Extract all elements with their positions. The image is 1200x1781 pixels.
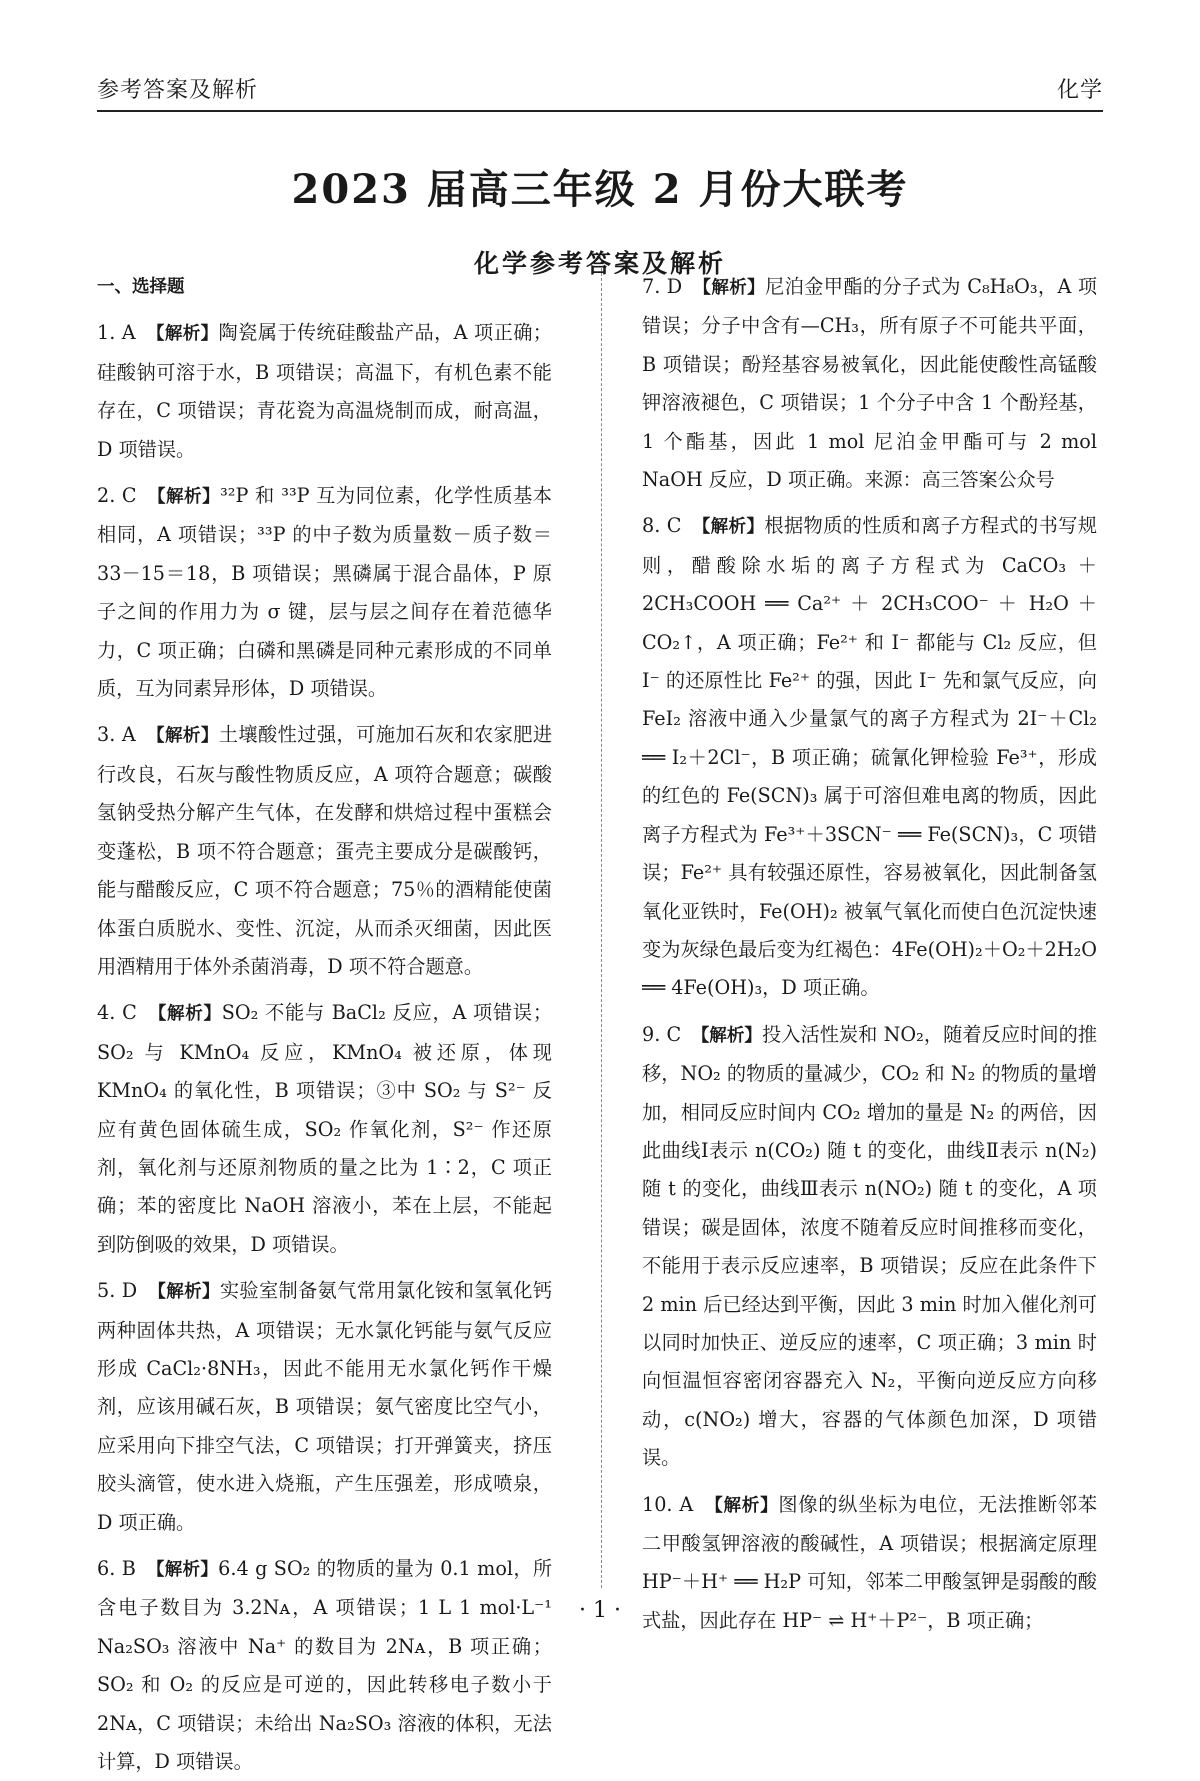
answer-text: 土壤酸性过强，可施加石灰和农家肥进行改良，石灰与酸性物质反应，A 项符合题意；碳酸氢钠受热分解产生气体，在发酵和烘焙过程中蛋糕会变蓬松，B 项不符合题意；蛋壳主要成分是碳酸钙，能与醋酸反应，C 项不符合题意；75％的酒精能使菌体蛋白质脱水、变性、沉淀，从而杀灭细菌，因此医用酒精用于体外杀菌消毒，D 项不符合题意。 [97,723,553,978]
answer-item-4 [97,994,552,1264]
section-title: 一、选择题 [97,277,185,297]
answer-number: 3. A [97,723,136,747]
header-left: 参考答案及解析 [97,78,259,103]
answer-text: ³²P 和 ³³P 互为同位素，化学性质基本相同，A 项错误；³³P 的中子数为质量数－质子数＝33－15＝18，B 项错误；黑磷属于混合晶体，P 原子之间的作用力为 σ 键，层与层之间存在着范德华力，C 项正确；白磷和黑磷是同种元素形成的不同单质，互为同素异形体，D 项错误。 [97,484,552,701]
answer-number: 2. C [97,484,137,508]
analysis-tag: 【解析】 [714,1495,779,1516]
analysis-tag: 【解析】 [156,487,221,508]
right-column [642,268,1097,1640]
page-subtitle: 化学参考答案及解析 [473,249,726,278]
answer-item-9 [642,1016,1097,1478]
analysis-tag: 【解析】 [157,1004,222,1025]
page-number: · 1 · [579,1598,621,1623]
answer-number: 4. C [97,1001,137,1025]
answer-number: 6. B [97,1557,136,1580]
header-right: 化学 [1056,78,1103,103]
answer-text: 6.4 g SO₂ 的物质的量为 0.1 mol，所含电子数目为 3.2Nᴀ，A 项错误；1 L 1 mol·L⁻¹ Na₂SO₃ 溶液中 Na⁺ 的数目为 2Nᴀ，B 项正确；SO₂ 和 O₂ 的反应是可逆的，因此转移电子数小于 2Nᴀ，C 项错误；未给出 Na₂SO₃ 溶液的体积，无法计算，D 项错误。 [97,1557,553,1774]
answer-item-7 [642,268,1097,499]
answer-number: 8. C [642,514,682,538]
analysis-tag: 【解析】 [701,517,765,538]
left-column [97,268,552,1781]
answer-text: SO₂ 不能与 BaCl₂ 反应，A 项错误；SO₂ 与 KMnO₄ 反应，KMnO₄ 被还原，体现 KMnO₄ 的氧化性，B 项错误；③中 SO₂ 与 S²⁻ 反应有黄色固体硫生成，SO₂ 作氧化剂，S²⁻ 作还原剂，氧化剂与还原剂物质的量之比为 1∶2，C 项正确；苯的密度比 NaOH 溶液小，苯在上层，不能起到防倒吸的效果，D 项错误。 [97,1001,553,1256]
answer-item-5 [97,1272,552,1542]
page-title: 2023 届高三年级 2 月份大联考 [291,166,909,213]
answer-text: 尼泊金甲酯的分子式为 C₈H₈O₃，A 项错误；分子中含有—CH₃，所有原子不可能共平面，B 项错误；酚羟基容易被氧化，因此能使酸性高锰酸钾溶液褪色，C 项错误；1 个分子中含 1 个酚羟基，1 个酯基，因此 1 mol 尼泊金甲酯可与 2 mol NaOH 反应，D 项正确。 [642,275,1098,492]
column-divider [601,268,602,1588]
answer-text: 陶瓷属于传统硅酸盐产品，A 项正确；硅酸钠可溶于水，B 项错误；高温下，有机色素不能存在，C 项错误；青花瓷为高温烧制而成，耐高温，D 项错误。 [97,321,552,461]
analysis-tag: 【解析】 [155,726,219,747]
answer-text: 根据物质的性质和离子方程式的书写规则，醋酸除水垢的离子方程式为 CaCO₃ ＋ 2CH₃COOH ══ Ca²⁺ ＋ 2CH₃COO⁻ ＋ H₂O ＋ CO₂↑，A 项正确；Fe²⁺ 和 I⁻ 都能与 Cl₂ 反应，但 I⁻ 的还原性比 Fe²⁺ 的强，因此 I⁻ 先和氯气反应，向 FeI₂ 溶液中通入少量氯气的离子方程式为 2I⁻＋Cl₂ ══ I₂＋2Cl⁻，B 项正确；硫氰化钾检验 Fe³⁺，形成的红色的 Fe(SCN)₃ 属于可溶但难电离的物质，因此离子方程式为 Fe³⁺＋3SCN⁻ ══ Fe(SCN)₃，C 项错误；Fe²⁺ 具有较强还原性，容易被氧化，因此制备氢氧化亚铁时，Fe(OH)₂ 被氧气氧化而使白色沉淀快速变为灰绿色最后变为红褐色：4Fe(OH)₂＋O₂＋2H₂O ══ 4Fe(OH)₃，D 项正确。 [642,514,1098,1000]
source-note: 来源：高三答案公众号 [864,469,1055,492]
answer-text: 投入活性炭和 NO₂，随着反应时间的推移，NO₂ 的物质的量减少，CO₂ 和 N₂ 的物质的量增加，相同反应时间内 CO₂ 增加的量是 N₂ 的两倍，因此曲线Ⅰ表示 n(CO₂) 随 t 的变化，曲线Ⅱ表示 n(N₂) 随 t 的变化，曲线Ⅲ表示 n(NO₂) 随 t 的变化，A 项错误；碳是固体，浓度不随着反应时间推移而变化，不能用于表示反应速率，B 项错误；反应在此条件下 2 min 后已经达到平衡，因此 3 min 时加入催化剂可以同时加快正、逆反应的速率，C 项正确；3 min 时向恒温恒容密闭容器充入 N₂，平衡向逆反应方向移动，c(NO₂) 增大，容器的气体颜色加深，D 项错误。 [642,1022,1098,1470]
analysis-tag: 【解析】 [155,324,219,345]
answer-item-6 [97,1550,552,1781]
answer-item-3 [97,716,552,986]
answer-text: 实验室制备氨气常用氯化铵和氢氧化钙两种固体共热，A 项错误；无水氯化钙能与氨气反应形成 CaCl₂·8NH₃，因此不能用无水氯化钙作干燥剂，应该用碱石灰，B 项错误；氨气密度比空气小，应采用向下排空气法，C 项错误；打开弹簧夹，挤压胶头滴管，使水进入烧瓶，产生压强差，形成喷泉，D 项正确。 [97,1279,553,1534]
answer-number: 1. A [97,321,136,345]
answer-item-8 [642,507,1097,1007]
analysis-tag: 【解析】 [700,1025,762,1046]
answer-number: 7. D [642,275,683,298]
analysis-tag: 【解析】 [155,1560,219,1580]
answer-text: 图像的纵坐标为电位，无法推断邻苯二甲酸氢钾溶液的酸碱性，A 项错误；根据滴定原理 HP⁻＋H⁺ ══ H₂P 可知，邻苯二甲酸氢钾是弱酸的酸式盐，因此存在 HP⁻ ⇌ H⁺＋P²⁻，B 项正确； [642,1492,1098,1632]
answer-number: 5. D [97,1279,138,1303]
answer-number: 10. A [642,1492,694,1516]
analysis-tag: 【解析】 [702,278,765,298]
page-header [97,70,1103,112]
answer-item-1 [97,314,552,469]
answer-number: 9. C [642,1022,682,1046]
analysis-tag: 【解析】 [157,1282,220,1303]
answer-item-2 [97,477,552,708]
